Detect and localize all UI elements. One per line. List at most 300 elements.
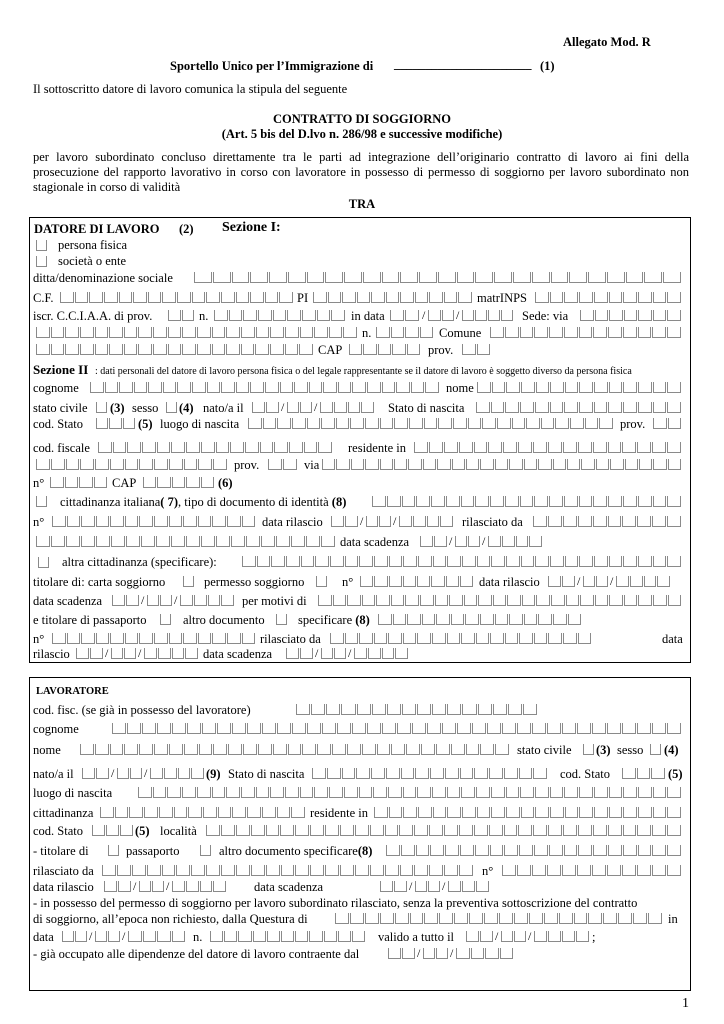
field-cell[interactable] xyxy=(124,744,138,755)
field-cell[interactable] xyxy=(608,516,622,527)
field-cell[interactable] xyxy=(579,496,593,507)
field-cell[interactable] xyxy=(231,536,245,547)
permesso-rilascio-day[interactable] xyxy=(548,576,576,587)
field-cell[interactable] xyxy=(250,382,264,393)
field-cell[interactable] xyxy=(148,382,162,393)
field-cell[interactable] xyxy=(186,477,199,488)
field-cell[interactable] xyxy=(477,556,491,567)
field-cell[interactable] xyxy=(414,865,428,876)
field-cell[interactable] xyxy=(177,292,191,303)
doc-scadenza-year[interactable] xyxy=(488,536,543,547)
field-cell[interactable] xyxy=(95,459,109,470)
field-cell[interactable] xyxy=(504,845,518,856)
lav-valido-day[interactable] xyxy=(466,931,494,942)
lav-occupato-day[interactable] xyxy=(388,948,416,959)
field-cell[interactable] xyxy=(550,787,564,798)
field-cell[interactable] xyxy=(403,576,416,587)
field-cell[interactable] xyxy=(625,459,638,470)
field-cell[interactable] xyxy=(420,536,433,547)
field-cell[interactable] xyxy=(96,516,110,527)
field-cell[interactable] xyxy=(323,382,337,393)
field-cell[interactable] xyxy=(563,825,577,836)
field-cell[interactable] xyxy=(283,459,297,470)
field-cell[interactable] xyxy=(402,704,416,715)
field-cell[interactable] xyxy=(270,787,284,798)
field-cell[interactable] xyxy=(186,881,199,892)
field-cell[interactable] xyxy=(120,825,133,836)
field-cell[interactable] xyxy=(521,382,535,393)
field-cell[interactable] xyxy=(236,865,250,876)
field-cell[interactable] xyxy=(214,310,228,321)
field-cell[interactable] xyxy=(95,344,109,355)
pass-scadenza-day[interactable] xyxy=(286,648,314,659)
field-cell[interactable] xyxy=(462,344,476,355)
field-cell[interactable] xyxy=(265,382,279,393)
field-cell[interactable] xyxy=(564,845,578,856)
lav-occupato-year[interactable] xyxy=(456,948,514,959)
field-cell[interactable] xyxy=(461,787,475,798)
field-cell[interactable] xyxy=(162,292,176,303)
field-cell[interactable] xyxy=(115,807,129,818)
field-cell[interactable] xyxy=(454,913,468,924)
field-cell[interactable] xyxy=(564,327,578,338)
field-cell[interactable] xyxy=(626,272,644,283)
field-cell[interactable] xyxy=(206,292,220,303)
field-cell[interactable] xyxy=(422,614,436,625)
field-cell[interactable] xyxy=(667,787,681,798)
field-cell[interactable] xyxy=(547,865,561,876)
field-cell[interactable] xyxy=(359,556,373,567)
field-cell[interactable] xyxy=(139,633,153,644)
field-cell[interactable] xyxy=(637,825,651,836)
field-cell[interactable] xyxy=(652,516,666,527)
field-cell[interactable] xyxy=(320,402,333,413)
field-cell[interactable] xyxy=(520,496,534,507)
field-cell[interactable] xyxy=(374,576,387,587)
field-cell[interactable] xyxy=(488,536,501,547)
field-cell[interactable] xyxy=(255,344,269,355)
field-cell[interactable] xyxy=(462,807,476,818)
field-cell[interactable] xyxy=(266,402,279,413)
field-cell[interactable] xyxy=(186,536,200,547)
lav-nascita-year[interactable] xyxy=(150,768,205,779)
field-cell[interactable] xyxy=(273,744,287,755)
doc-rilascio-year[interactable] xyxy=(399,516,454,527)
field-cell[interactable] xyxy=(301,556,315,567)
field-cell[interactable] xyxy=(191,865,205,876)
field-cell[interactable] xyxy=(206,825,220,836)
field-cell[interactable] xyxy=(96,768,109,779)
field-cell[interactable] xyxy=(362,744,376,755)
field-cell[interactable] xyxy=(332,744,346,755)
field-cell[interactable] xyxy=(174,807,188,818)
field-cell[interactable] xyxy=(580,310,594,321)
field-cell[interactable] xyxy=(340,825,354,836)
field-cell[interactable] xyxy=(169,516,183,527)
field-cell[interactable] xyxy=(593,825,607,836)
stato-civile-field[interactable] xyxy=(96,402,107,413)
field-cell[interactable] xyxy=(652,865,666,876)
field-cell[interactable] xyxy=(487,723,501,734)
field-cell[interactable] xyxy=(92,825,105,836)
field-cell[interactable] xyxy=(446,496,460,507)
field-cell[interactable] xyxy=(374,807,388,818)
field-cell[interactable] xyxy=(417,633,431,644)
lav-cod-fisc-field[interactable] xyxy=(296,704,538,715)
field-cell[interactable] xyxy=(451,614,465,625)
field-cell[interactable] xyxy=(547,723,561,734)
field-cell[interactable] xyxy=(348,402,361,413)
field-cell[interactable] xyxy=(118,881,131,892)
field-cell[interactable] xyxy=(419,272,437,283)
field-cell[interactable] xyxy=(169,459,183,470)
field-cell[interactable] xyxy=(405,327,419,338)
field-cell[interactable] xyxy=(461,633,475,644)
field-cell[interactable] xyxy=(535,807,549,818)
field-cell[interactable] xyxy=(579,382,593,393)
field-cell[interactable] xyxy=(65,477,79,488)
field-cell[interactable] xyxy=(325,272,343,283)
field-cell[interactable] xyxy=(250,292,264,303)
field-cell[interactable] xyxy=(252,402,265,413)
field-cell[interactable] xyxy=(668,459,681,470)
field-cell[interactable] xyxy=(229,310,243,321)
field-cell[interactable] xyxy=(343,327,357,338)
field-cell[interactable] xyxy=(595,310,609,321)
field-cell[interactable] xyxy=(505,496,519,507)
field-cell[interactable] xyxy=(462,704,476,715)
prov-field[interactable] xyxy=(462,344,491,355)
field-cell[interactable] xyxy=(638,845,652,856)
prov-nascita-field[interactable] xyxy=(653,418,682,429)
prov-residenza-field[interactable] xyxy=(268,459,298,470)
field-cell[interactable] xyxy=(594,382,608,393)
field-cell[interactable] xyxy=(352,723,366,734)
field-cell[interactable] xyxy=(184,459,198,470)
field-cell[interactable] xyxy=(517,865,531,876)
field-cell[interactable] xyxy=(565,556,579,567)
field-cell[interactable] xyxy=(653,292,667,303)
residente-field-2[interactable] xyxy=(36,459,228,470)
field-cell[interactable] xyxy=(144,648,157,659)
field-cell[interactable] xyxy=(246,536,260,547)
field-cell[interactable] xyxy=(553,459,566,470)
field-cell[interactable] xyxy=(400,292,414,303)
field-cell[interactable] xyxy=(51,327,65,338)
doc-scadenza-month[interactable] xyxy=(455,536,481,547)
field-cell[interactable] xyxy=(266,825,280,836)
field-cell[interactable] xyxy=(313,292,327,303)
field-cell[interactable] xyxy=(389,576,402,587)
doc-rilascio-month[interactable] xyxy=(366,516,392,527)
lav-permesso-year[interactable] xyxy=(128,931,186,942)
field-cell[interactable] xyxy=(413,516,426,527)
field-cell[interactable] xyxy=(100,807,114,818)
field-cell[interactable] xyxy=(607,723,621,734)
field-cell[interactable] xyxy=(644,272,662,283)
field-cell[interactable] xyxy=(563,516,577,527)
field-cell[interactable] xyxy=(277,723,291,734)
lav-rilascio-month[interactable] xyxy=(139,881,165,892)
field-cell[interactable] xyxy=(520,402,534,413)
field-cell[interactable] xyxy=(142,723,156,734)
field-cell[interactable] xyxy=(526,418,540,429)
field-cell[interactable] xyxy=(258,744,272,755)
field-cell[interactable] xyxy=(317,744,331,755)
field-cell[interactable] xyxy=(180,595,193,606)
field-cell[interactable] xyxy=(36,459,50,470)
field-cell[interactable] xyxy=(321,536,335,547)
field-cell[interactable] xyxy=(653,496,667,507)
lav-cod-stato2-field[interactable] xyxy=(92,825,134,836)
field-cell[interactable] xyxy=(242,633,256,644)
field-cell[interactable] xyxy=(337,723,351,734)
permesso-checkbox[interactable] xyxy=(316,576,327,587)
field-cell[interactable] xyxy=(294,382,308,393)
field-cell[interactable] xyxy=(331,310,345,321)
field-cell[interactable] xyxy=(550,292,564,303)
field-cell[interactable] xyxy=(302,744,316,755)
field-cell[interactable] xyxy=(226,787,240,798)
field-cell[interactable] xyxy=(668,418,682,429)
field-cell[interactable] xyxy=(387,496,401,507)
field-cell[interactable] xyxy=(653,418,667,429)
pass-scadenza-year[interactable] xyxy=(354,648,409,659)
field-cell[interactable] xyxy=(172,648,185,659)
field-cell[interactable] xyxy=(182,327,196,338)
field-cell[interactable] xyxy=(424,913,438,924)
field-cell[interactable] xyxy=(171,442,185,453)
field-cell[interactable] xyxy=(199,744,213,755)
field-cell[interactable] xyxy=(435,595,449,606)
field-cell[interactable] xyxy=(446,576,459,587)
field-cell[interactable] xyxy=(523,704,537,715)
matrinps-field[interactable] xyxy=(535,292,682,303)
field-cell[interactable] xyxy=(271,556,285,567)
field-cell[interactable] xyxy=(623,292,637,303)
field-cell[interactable] xyxy=(482,418,496,429)
field-cell[interactable] xyxy=(391,595,405,606)
field-cell[interactable] xyxy=(592,865,606,876)
field-cell[interactable] xyxy=(458,292,472,303)
field-cell[interactable] xyxy=(327,768,341,779)
field-cell[interactable] xyxy=(480,931,493,942)
field-cell[interactable] xyxy=(363,272,381,283)
field-cell[interactable] xyxy=(427,516,440,527)
field-cell[interactable] xyxy=(529,536,542,547)
tipo-doc-field[interactable] xyxy=(372,496,682,507)
numero-field[interactable] xyxy=(50,477,108,488)
cittadinanza-it-checkbox[interactable] xyxy=(36,496,47,507)
field-cell[interactable] xyxy=(652,845,666,856)
field-cell[interactable] xyxy=(159,807,173,818)
field-cell[interactable] xyxy=(36,536,50,547)
field-cell[interactable] xyxy=(52,633,66,644)
field-cell[interactable] xyxy=(371,292,385,303)
field-cell[interactable] xyxy=(551,272,569,283)
field-cell[interactable] xyxy=(445,845,459,856)
field-cell[interactable] xyxy=(241,344,255,355)
field-cell[interactable] xyxy=(286,556,300,567)
field-cell[interactable] xyxy=(429,825,443,836)
pass-scadenza-month[interactable] xyxy=(321,648,347,659)
field-cell[interactable] xyxy=(514,913,528,924)
field-cell[interactable] xyxy=(376,327,390,338)
field-cell[interactable] xyxy=(622,723,636,734)
field-cell[interactable] xyxy=(200,881,213,892)
field-cell[interactable] xyxy=(564,496,578,507)
field-cell[interactable] xyxy=(79,477,93,488)
field-cell[interactable] xyxy=(653,787,667,798)
field-cell[interactable] xyxy=(555,418,569,429)
cap-field[interactable] xyxy=(349,344,421,355)
lav-scadenza-month[interactable] xyxy=(415,881,441,892)
field-cell[interactable] xyxy=(227,633,241,644)
field-cell[interactable] xyxy=(637,768,651,779)
field-cell[interactable] xyxy=(124,648,136,659)
field-cell[interactable] xyxy=(428,310,441,321)
field-cell[interactable] xyxy=(400,272,418,283)
field-cell[interactable] xyxy=(491,402,505,413)
field-cell[interactable] xyxy=(355,825,369,836)
field-cell[interactable] xyxy=(66,536,80,547)
field-cell[interactable] xyxy=(216,536,230,547)
field-cell[interactable] xyxy=(489,825,503,836)
field-cell[interactable] xyxy=(80,327,94,338)
field-cell[interactable] xyxy=(667,402,681,413)
field-cell[interactable] xyxy=(124,344,138,355)
field-cell[interactable] xyxy=(350,913,364,924)
field-cell[interactable] xyxy=(448,881,461,892)
field-cell[interactable] xyxy=(133,292,147,303)
field-cell[interactable] xyxy=(609,382,623,393)
field-cell[interactable] xyxy=(274,442,288,453)
field-cell[interactable] xyxy=(459,825,473,836)
field-cell[interactable] xyxy=(638,382,652,393)
lav-permesso-month[interactable] xyxy=(95,931,121,942)
field-cell[interactable] xyxy=(106,825,119,836)
field-cell[interactable] xyxy=(421,744,435,755)
field-cell[interactable] xyxy=(637,865,651,876)
field-cell[interactable] xyxy=(385,825,399,836)
field-cell[interactable] xyxy=(80,344,94,355)
field-cell[interactable] xyxy=(81,516,95,527)
field-cell[interactable] xyxy=(198,459,212,470)
field-cell[interactable] xyxy=(395,913,409,924)
field-cell[interactable] xyxy=(105,382,119,393)
field-cell[interactable] xyxy=(378,344,391,355)
field-cell[interactable] xyxy=(565,807,579,818)
cciaa-date-year[interactable] xyxy=(462,310,514,321)
field-cell[interactable] xyxy=(653,459,666,470)
field-cell[interactable] xyxy=(466,459,479,470)
field-cell[interactable] xyxy=(280,825,294,836)
field-cell[interactable] xyxy=(230,442,244,453)
field-cell[interactable] xyxy=(296,704,310,715)
field-cell[interactable] xyxy=(236,825,250,836)
field-cell[interactable] xyxy=(366,516,378,527)
field-cell[interactable] xyxy=(117,865,131,876)
field-cell[interactable] xyxy=(277,418,291,429)
field-cell[interactable] xyxy=(480,459,493,470)
field-cell[interactable] xyxy=(505,327,519,338)
field-cell[interactable] xyxy=(457,723,471,734)
field-cell[interactable] xyxy=(594,556,608,567)
field-cell[interactable] xyxy=(176,865,190,876)
field-cell[interactable] xyxy=(607,272,625,283)
field-cell[interactable] xyxy=(129,807,143,818)
nascita-year[interactable] xyxy=(320,402,375,413)
field-cell[interactable] xyxy=(638,402,652,413)
field-cell[interactable] xyxy=(368,648,381,659)
field-cell[interactable] xyxy=(326,704,340,715)
field-cell[interactable] xyxy=(495,459,508,470)
field-cell[interactable] xyxy=(251,865,265,876)
field-cell[interactable] xyxy=(51,344,65,355)
field-cell[interactable] xyxy=(588,272,606,283)
field-cell[interactable] xyxy=(667,292,681,303)
field-cell[interactable] xyxy=(630,576,643,587)
field-cell[interactable] xyxy=(104,881,117,892)
field-cell[interactable] xyxy=(652,723,666,734)
field-cell[interactable] xyxy=(212,344,226,355)
field-cell[interactable] xyxy=(402,948,415,959)
field-cell[interactable] xyxy=(182,310,195,321)
field-cell[interactable] xyxy=(475,496,489,507)
field-cell[interactable] xyxy=(462,310,474,321)
field-cell[interactable] xyxy=(374,633,388,644)
field-cell[interactable] xyxy=(408,459,421,470)
field-cell[interactable] xyxy=(579,292,593,303)
field-cell[interactable] xyxy=(76,648,89,659)
field-cell[interactable] xyxy=(638,787,652,798)
field-cell[interactable] xyxy=(139,744,153,755)
field-cell[interactable] xyxy=(550,402,564,413)
field-cell[interactable] xyxy=(330,633,344,644)
field-cell[interactable] xyxy=(548,516,562,527)
field-cell[interactable] xyxy=(411,382,425,393)
per-motivi-field[interactable] xyxy=(318,595,682,606)
doc-numero-field[interactable] xyxy=(52,516,256,527)
field-cell[interactable] xyxy=(345,633,359,644)
field-cell[interactable] xyxy=(549,845,563,856)
field-cell[interactable] xyxy=(210,931,223,942)
field-cell[interactable] xyxy=(574,913,588,924)
field-cell[interactable] xyxy=(521,556,535,567)
lav-permesso-n-field[interactable] xyxy=(210,931,366,942)
field-cell[interactable] xyxy=(241,787,255,798)
field-cell[interactable] xyxy=(350,418,364,429)
field-cell[interactable] xyxy=(550,556,564,567)
altro-doc-checkbox[interactable] xyxy=(276,614,287,625)
field-cell[interactable] xyxy=(152,881,164,892)
field-cell[interactable] xyxy=(157,931,171,942)
field-cell[interactable] xyxy=(359,633,373,644)
field-cell[interactable] xyxy=(533,768,547,779)
field-cell[interactable] xyxy=(638,807,652,818)
field-cell[interactable] xyxy=(143,931,157,942)
field-cell[interactable] xyxy=(236,382,250,393)
field-cell[interactable] xyxy=(256,787,270,798)
field-cell[interactable] xyxy=(504,825,518,836)
field-cell[interactable] xyxy=(281,865,295,876)
field-cell[interactable] xyxy=(371,768,385,779)
field-cell[interactable] xyxy=(488,310,500,321)
altra-citt-field[interactable] xyxy=(242,556,682,567)
field-cell[interactable] xyxy=(609,787,623,798)
field-cell[interactable] xyxy=(389,556,403,567)
field-cell[interactable] xyxy=(520,327,534,338)
